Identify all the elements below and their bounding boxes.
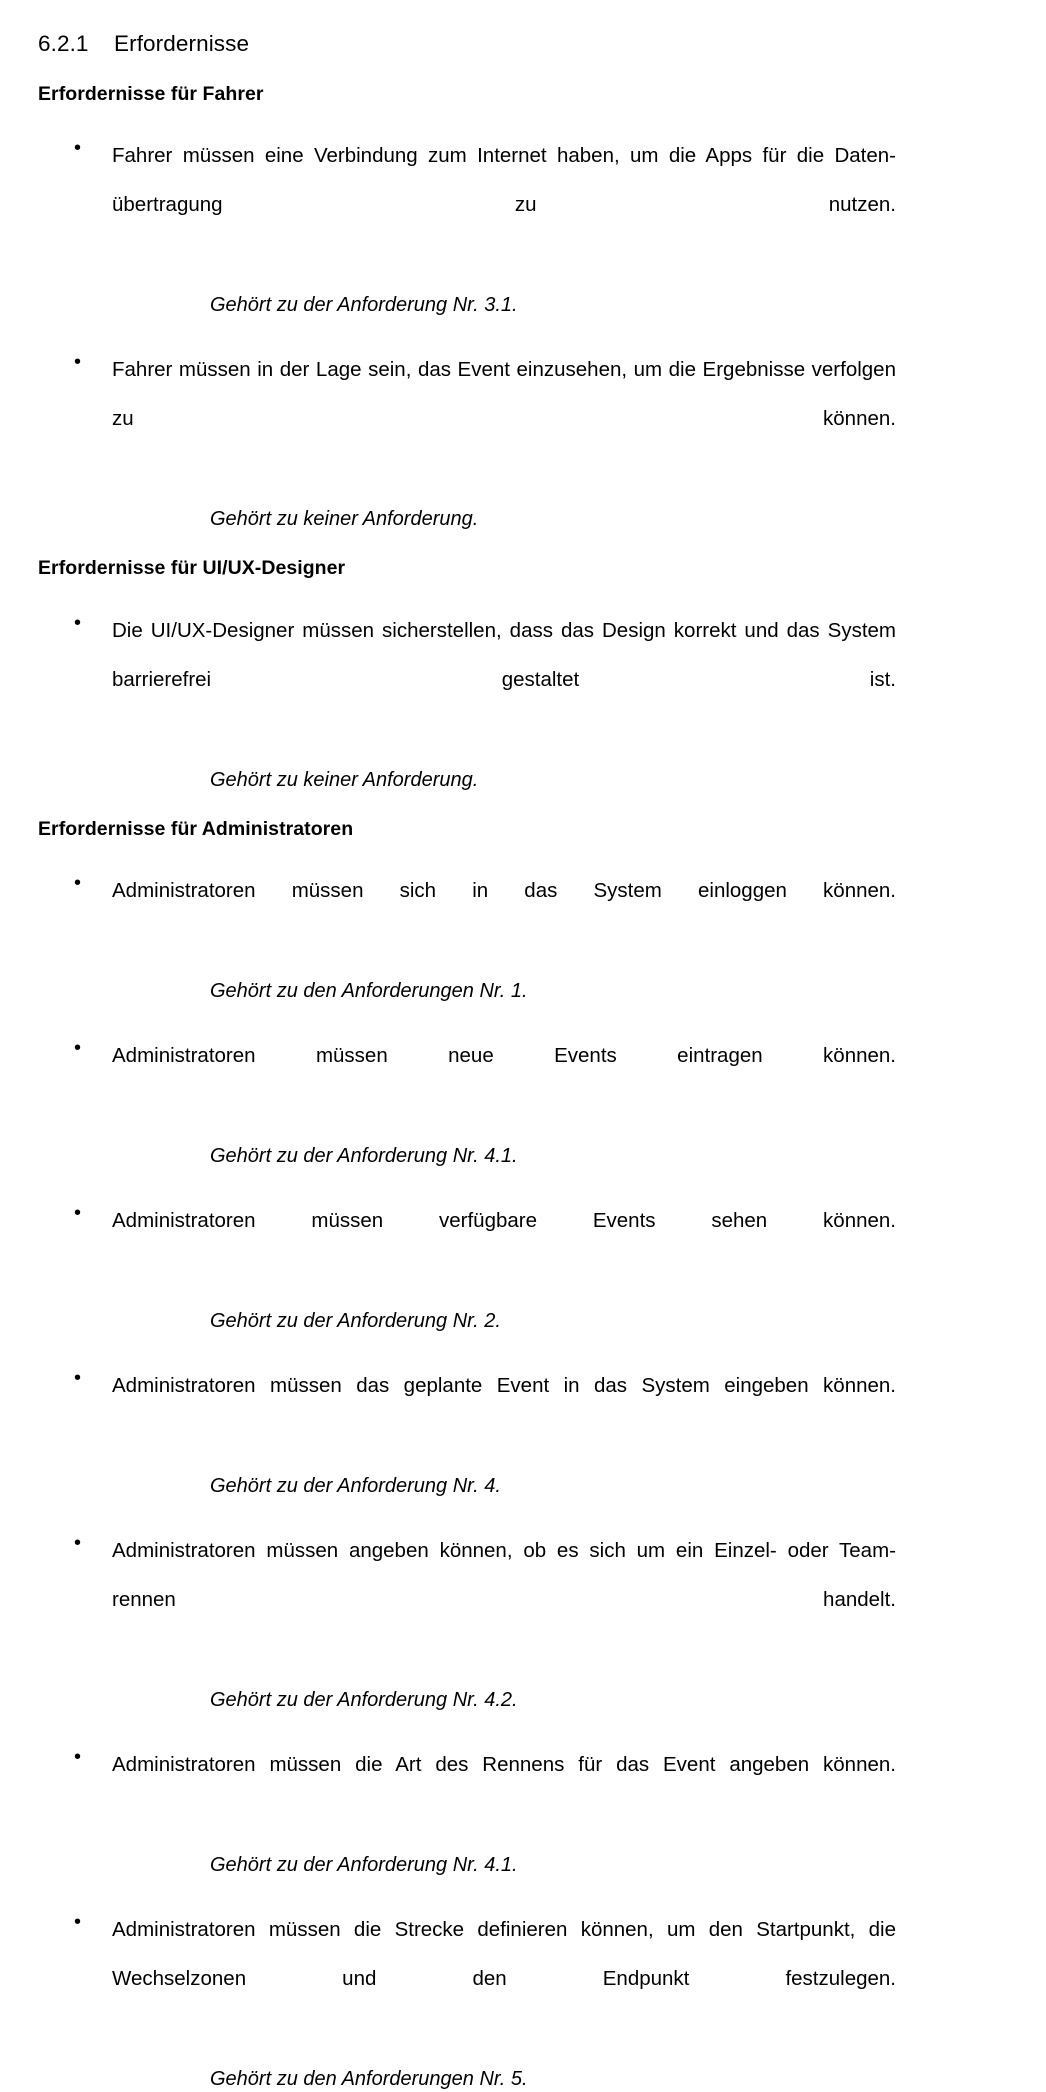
role-heading: Erfordernisse für Administratoren [38, 817, 354, 840]
requirement-row [38, 345, 896, 492]
requirement-row [38, 1196, 896, 1294]
role-heading: Erfordernisse für UI/UX-Designer [38, 557, 346, 580]
bullet-icon: • [74, 1037, 82, 1060]
requirement-row [38, 866, 896, 964]
requirement-row [38, 1361, 896, 1459]
requirement-item [38, 131, 896, 318]
requirement-row [38, 1526, 896, 1673]
bullet-icon: • [74, 351, 82, 374]
requirement-item [38, 1361, 896, 1499]
section-number: 6.2.1 [38, 31, 89, 56]
requirement-row [38, 1031, 896, 1129]
requirement-reference: Gehört zu der Anforderung Nr. 4.1. [210, 1145, 518, 1168]
bullet-icon: • [74, 611, 82, 634]
requirement-text: Administratoren müssen das geplante Event in das System eingeben können. [112, 1374, 896, 1398]
requirement-row [38, 1905, 896, 2052]
requirement-row [38, 131, 896, 278]
bullet-icon: • [74, 1367, 82, 1390]
requirement-reference: Gehört zu den Anforderungen Nr. 1. [210, 980, 528, 1003]
requirement-reference: Gehört zu der Anforderung Nr. 3.1. [210, 294, 518, 317]
section-heading [38, 26, 896, 58]
requirement-item [38, 1031, 896, 1169]
bullet-icon: • [74, 1746, 82, 1769]
role-heading: Erfordernisse für Fahrer [38, 83, 264, 106]
requirement-list [38, 131, 896, 532]
bullet-icon: • [74, 1202, 82, 1225]
requirement-item [38, 1196, 896, 1334]
requirement-item [38, 345, 896, 532]
requirement-reference: Gehört zu den Anforderungen Nr. 5. [210, 2068, 528, 2091]
requirement-item [38, 1526, 896, 1713]
requirement-reference: Gehört zu der Anforderung Nr. 4. [210, 1475, 501, 1498]
requirement-reference: Gehört zu keiner Anforderung. [210, 508, 479, 531]
requirement-reference: Gehört zu der Anforderung Nr. 4.2. [210, 1689, 518, 1712]
requirements-groups [38, 82, 896, 2092]
requirement-text: Administratoren müssen die Strecke definieren können, um den Startpunkt, die Wechselzonen und den Endpunkt festzulegen. [112, 1918, 896, 1991]
requirement-reference: Gehört zu der Anforderung Nr. 2. [210, 1310, 501, 1333]
requirement-reference: Gehört zu keiner Anforderung. [210, 768, 479, 791]
bullet-icon: • [74, 872, 82, 895]
requirement-row [38, 606, 896, 753]
requirement-item [38, 606, 896, 793]
requirement-item [38, 866, 896, 1004]
requirement-text: Administratoren müssen sich in das System einloggen können. [112, 879, 896, 903]
requirement-list [38, 606, 896, 793]
requirement-text: Fahrer müssen in der Lage sein, das Event einzusehen, um die Ergebnisse verfolgen zu können. [112, 358, 896, 431]
requirement-text: Administratoren müssen angeben können, ob es sich um ein Einzel- oder Teamrennen handelt. [112, 1539, 896, 1612]
requirement-item [38, 1905, 896, 2092]
requirement-text: Administratoren müssen verfügbare Events sehen können. [112, 1209, 896, 1233]
requirement-text: Die UI/UX-Designer müssen sicherstellen, dass das Design korrekt und das System barrierefrei gestaltet ist. [112, 618, 896, 691]
bullet-icon: • [74, 1911, 82, 1934]
section-title: Erfordernisse [114, 31, 250, 56]
requirement-item [38, 1740, 896, 1878]
bullet-icon: • [74, 137, 82, 160]
requirement-text: Administratoren müssen neue Events eintragen können. [112, 1044, 896, 1068]
requirement-list [38, 866, 896, 2092]
requirement-text: Fahrer müssen eine Verbindung zum Internet haben, um die Apps für die Datenübertragung zu nutzen. [112, 144, 896, 217]
bullet-icon: • [74, 1532, 82, 1555]
requirement-reference: Gehört zu der Anforderung Nr. 4.1. [210, 1854, 518, 1877]
requirement-text: Administratoren müssen die Art des Rennens für das Event angeben können. [112, 1753, 896, 1777]
requirement-row [38, 1740, 896, 1838]
